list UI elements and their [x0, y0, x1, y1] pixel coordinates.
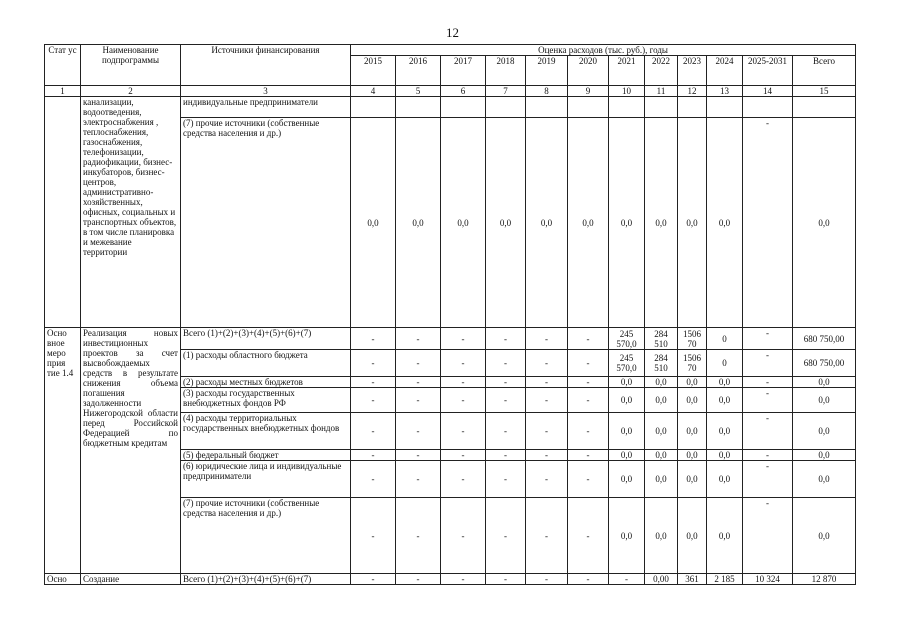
source-cell: (5) федеральный бюджет	[181, 450, 351, 461]
value-cell: -	[743, 450, 793, 461]
value-cell: 0,0	[645, 388, 678, 413]
source-cell: (2) расходы местных бюджетов	[181, 377, 351, 388]
year-header: 2018	[486, 56, 526, 86]
value-cell: -	[486, 450, 526, 461]
value-cell: 0,0	[678, 498, 707, 574]
value-cell: -	[486, 574, 526, 585]
value-cell: -	[441, 377, 486, 388]
source-cell: (7) прочие источники (собственные средства населения и др.)	[181, 498, 351, 574]
subprogram-name-cell: канализации, водоотведения, электроснабжения , теплоснабжения, газоснабжения, телефонизации, радиофикации, бизнес-инкубаторов, бизнес-центров, административно-хозяйственных, офисных, социальных и транспортных объектов, в том числе планировка и межевание территории	[81, 97, 181, 328]
value-cell: 12 870	[793, 574, 856, 585]
source-cell: Всего (1)+(2)+(3)+(4)+(5)+(6)+(7)	[181, 328, 351, 350]
value-cell: -	[396, 388, 441, 413]
value-cell: 0,0	[645, 498, 678, 574]
value-cell: -	[351, 377, 396, 388]
subprogram-name-cell: Создание	[81, 574, 181, 585]
source-cell: (4) расходы территориальных государственных внебюджетных фондов	[181, 413, 351, 450]
column-number: 8	[526, 86, 568, 97]
year-header: 2015	[351, 56, 396, 86]
value-cell: 0,0	[793, 498, 856, 574]
value-cell: -	[441, 388, 486, 413]
value-cell: -	[351, 350, 396, 377]
value-cell	[396, 97, 441, 118]
header-subprogram-name: Наименование подпрограммы	[81, 45, 181, 86]
value-cell: -	[743, 328, 793, 350]
value-cell: -	[526, 498, 568, 574]
value-cell: -	[441, 574, 486, 585]
value-cell: 0,0	[609, 118, 645, 328]
value-cell: 0,0	[678, 377, 707, 388]
value-cell: -	[351, 450, 396, 461]
value-cell: -	[351, 328, 396, 350]
value-cell: -	[396, 328, 441, 350]
year-header: 2022	[645, 56, 678, 86]
status-cell: Осно вное меро прия тие 1.4	[45, 328, 81, 574]
year-header: 2017	[441, 56, 486, 86]
year-header: 2019	[526, 56, 568, 86]
value-cell: 0,0	[793, 388, 856, 413]
value-cell: -	[396, 498, 441, 574]
value-cell: 284 510	[645, 328, 678, 350]
source-cell: (3) расходы государственных внебюджетных фондов РФ	[181, 388, 351, 413]
column-number: 2	[81, 86, 181, 97]
value-cell	[568, 97, 609, 118]
column-number: 7	[486, 86, 526, 97]
source-cell: (1) расходы областного бюджета	[181, 350, 351, 377]
column-number: 10	[609, 86, 645, 97]
value-cell	[678, 97, 707, 118]
value-cell: -	[526, 388, 568, 413]
column-number: 6	[441, 86, 486, 97]
value-cell: -	[526, 413, 568, 450]
value-cell: -	[526, 461, 568, 498]
value-cell: -	[568, 450, 609, 461]
value-cell: 0,0	[645, 413, 678, 450]
value-cell: 0,0	[609, 450, 645, 461]
budget-table	[44, 44, 856, 585]
value-cell: 0	[707, 350, 743, 377]
value-cell: 10 324	[743, 574, 793, 585]
value-cell: 0,0	[396, 118, 441, 328]
value-cell: 0,0	[645, 461, 678, 498]
value-cell: 0,0	[793, 461, 856, 498]
year-header: 2023	[678, 56, 707, 86]
column-number: 12	[678, 86, 707, 97]
header-status: Стат ус	[45, 45, 81, 86]
value-cell: -	[568, 574, 609, 585]
value-cell: -	[441, 450, 486, 461]
value-cell: 0,0	[609, 498, 645, 574]
column-number: 1	[45, 86, 81, 97]
value-cell: -	[351, 388, 396, 413]
value-cell: -	[486, 413, 526, 450]
value-cell: 0,0	[678, 461, 707, 498]
value-cell: -	[351, 461, 396, 498]
value-cell	[351, 97, 396, 118]
value-cell: -	[351, 574, 396, 585]
value-cell: -	[526, 350, 568, 377]
value-cell: 0,0	[351, 118, 396, 328]
column-number: 15	[793, 86, 856, 97]
subprogram-name-cell: Реализация новых инвестиционных проектов за счет высвобождаемых средств в результате снижения объема погашения задолженности Нижегородской области перед Российской Федерацией по бюджетным кредитам	[81, 328, 181, 574]
value-cell: -	[568, 413, 609, 450]
value-cell: -	[486, 388, 526, 413]
year-header: 2025-2031	[743, 56, 793, 86]
column-number: 13	[707, 86, 743, 97]
value-cell: 0,0	[645, 377, 678, 388]
year-header: 2021	[609, 56, 645, 86]
value-cell: 0,0	[678, 413, 707, 450]
value-cell: -	[568, 350, 609, 377]
value-cell: -	[396, 413, 441, 450]
column-number: 11	[645, 86, 678, 97]
header-expense-estimate: Оценка расходов (тыс. руб.), годы	[351, 45, 856, 56]
value-cell: 0,0	[568, 118, 609, 328]
value-cell: 0,0	[707, 377, 743, 388]
table-row	[45, 97, 856, 118]
value-cell: -	[743, 388, 793, 413]
value-cell	[609, 97, 645, 118]
page-number: 12	[446, 25, 459, 40]
year-header: 2020	[568, 56, 609, 86]
value-cell: -	[526, 574, 568, 585]
status-cell: Осно	[45, 574, 81, 585]
value-cell: -	[568, 388, 609, 413]
value-cell	[707, 97, 743, 118]
header-financing-sources: Источники финансирования	[181, 45, 351, 86]
value-cell: 0,0	[609, 388, 645, 413]
value-cell: 0,0	[793, 377, 856, 388]
column-number: 14	[743, 86, 793, 97]
value-cell	[793, 97, 856, 118]
value-cell: -	[441, 498, 486, 574]
value-cell: 680 750,00	[793, 328, 856, 350]
value-cell: -	[568, 377, 609, 388]
value-cell: 0,0	[678, 388, 707, 413]
value-cell: -	[441, 328, 486, 350]
value-cell: 0,0	[707, 461, 743, 498]
value-cell: -	[526, 377, 568, 388]
value-cell: -	[743, 118, 793, 328]
value-cell: -	[526, 328, 568, 350]
value-cell	[526, 97, 568, 118]
value-cell: 2 185	[707, 574, 743, 585]
value-cell: 0,0	[707, 450, 743, 461]
value-cell: -	[743, 461, 793, 498]
value-cell: -	[486, 461, 526, 498]
value-cell: -	[396, 350, 441, 377]
column-number: 5	[396, 86, 441, 97]
source-cell: (7) прочие источники (собственные средства населения и др.)	[181, 118, 351, 328]
value-cell: -	[568, 498, 609, 574]
value-cell: -	[396, 574, 441, 585]
value-cell: -	[441, 350, 486, 377]
value-cell: 0,0	[441, 118, 486, 328]
value-cell: 0	[707, 328, 743, 350]
value-cell: -	[486, 498, 526, 574]
value-cell: 0,0	[678, 118, 707, 328]
value-cell: 0,0	[526, 118, 568, 328]
value-cell: -	[743, 350, 793, 377]
value-cell: -	[486, 377, 526, 388]
value-cell: 1506 70	[678, 350, 707, 377]
value-cell: 0,0	[793, 413, 856, 450]
value-cell: 0,0	[707, 498, 743, 574]
value-cell: 0,0	[645, 450, 678, 461]
value-cell: -	[568, 461, 609, 498]
value-cell: -	[743, 413, 793, 450]
value-cell: 0,0	[645, 118, 678, 328]
table-row	[45, 574, 856, 585]
source-cell: Всего (1)+(2)+(3)+(4)+(5)+(6)+(7)	[181, 574, 351, 585]
value-cell: -	[486, 328, 526, 350]
value-cell: 245 570,0	[609, 328, 645, 350]
value-cell: 361	[678, 574, 707, 585]
value-cell: -	[351, 413, 396, 450]
value-cell	[645, 97, 678, 118]
value-cell: 245 570,0	[609, 350, 645, 377]
value-cell: 0,0	[609, 413, 645, 450]
value-cell: 0,0	[707, 413, 743, 450]
value-cell: 0,0	[486, 118, 526, 328]
year-header-total: Всего	[793, 56, 856, 86]
value-cell: 0,0	[707, 388, 743, 413]
value-cell	[441, 97, 486, 118]
source-cell: (6) юридические лица и индивидуальные предприниматели	[181, 461, 351, 498]
value-cell: -	[441, 461, 486, 498]
column-number: 3	[181, 86, 351, 97]
table-row	[45, 328, 856, 350]
value-cell	[486, 97, 526, 118]
value-cell: 0,0	[609, 461, 645, 498]
value-cell: -	[396, 450, 441, 461]
column-number: 4	[351, 86, 396, 97]
value-cell: -	[351, 498, 396, 574]
value-cell: -	[486, 350, 526, 377]
year-header: 2024	[707, 56, 743, 86]
value-cell: -	[396, 377, 441, 388]
value-cell: 0,0	[678, 450, 707, 461]
value-cell: 0,0	[793, 450, 856, 461]
value-cell	[743, 97, 793, 118]
source-cell: индивидуальные предприниматели	[181, 97, 351, 118]
value-cell: -	[526, 450, 568, 461]
value-cell: 0,00	[645, 574, 678, 585]
value-cell: -	[396, 461, 441, 498]
value-cell: -	[441, 413, 486, 450]
value-cell: 0,0	[609, 377, 645, 388]
value-cell: 680 750,00	[793, 350, 856, 377]
column-number: 9	[568, 86, 609, 97]
value-cell: -	[743, 498, 793, 574]
value-cell: 1506 70	[678, 328, 707, 350]
value-cell: -	[609, 574, 645, 585]
value-cell: -	[568, 328, 609, 350]
year-header: 2016	[396, 56, 441, 86]
status-cell	[45, 97, 81, 328]
value-cell: -	[743, 377, 793, 388]
value-cell: 284 510	[645, 350, 678, 377]
value-cell: 0,0	[793, 118, 856, 328]
value-cell: 0,0	[707, 118, 743, 328]
